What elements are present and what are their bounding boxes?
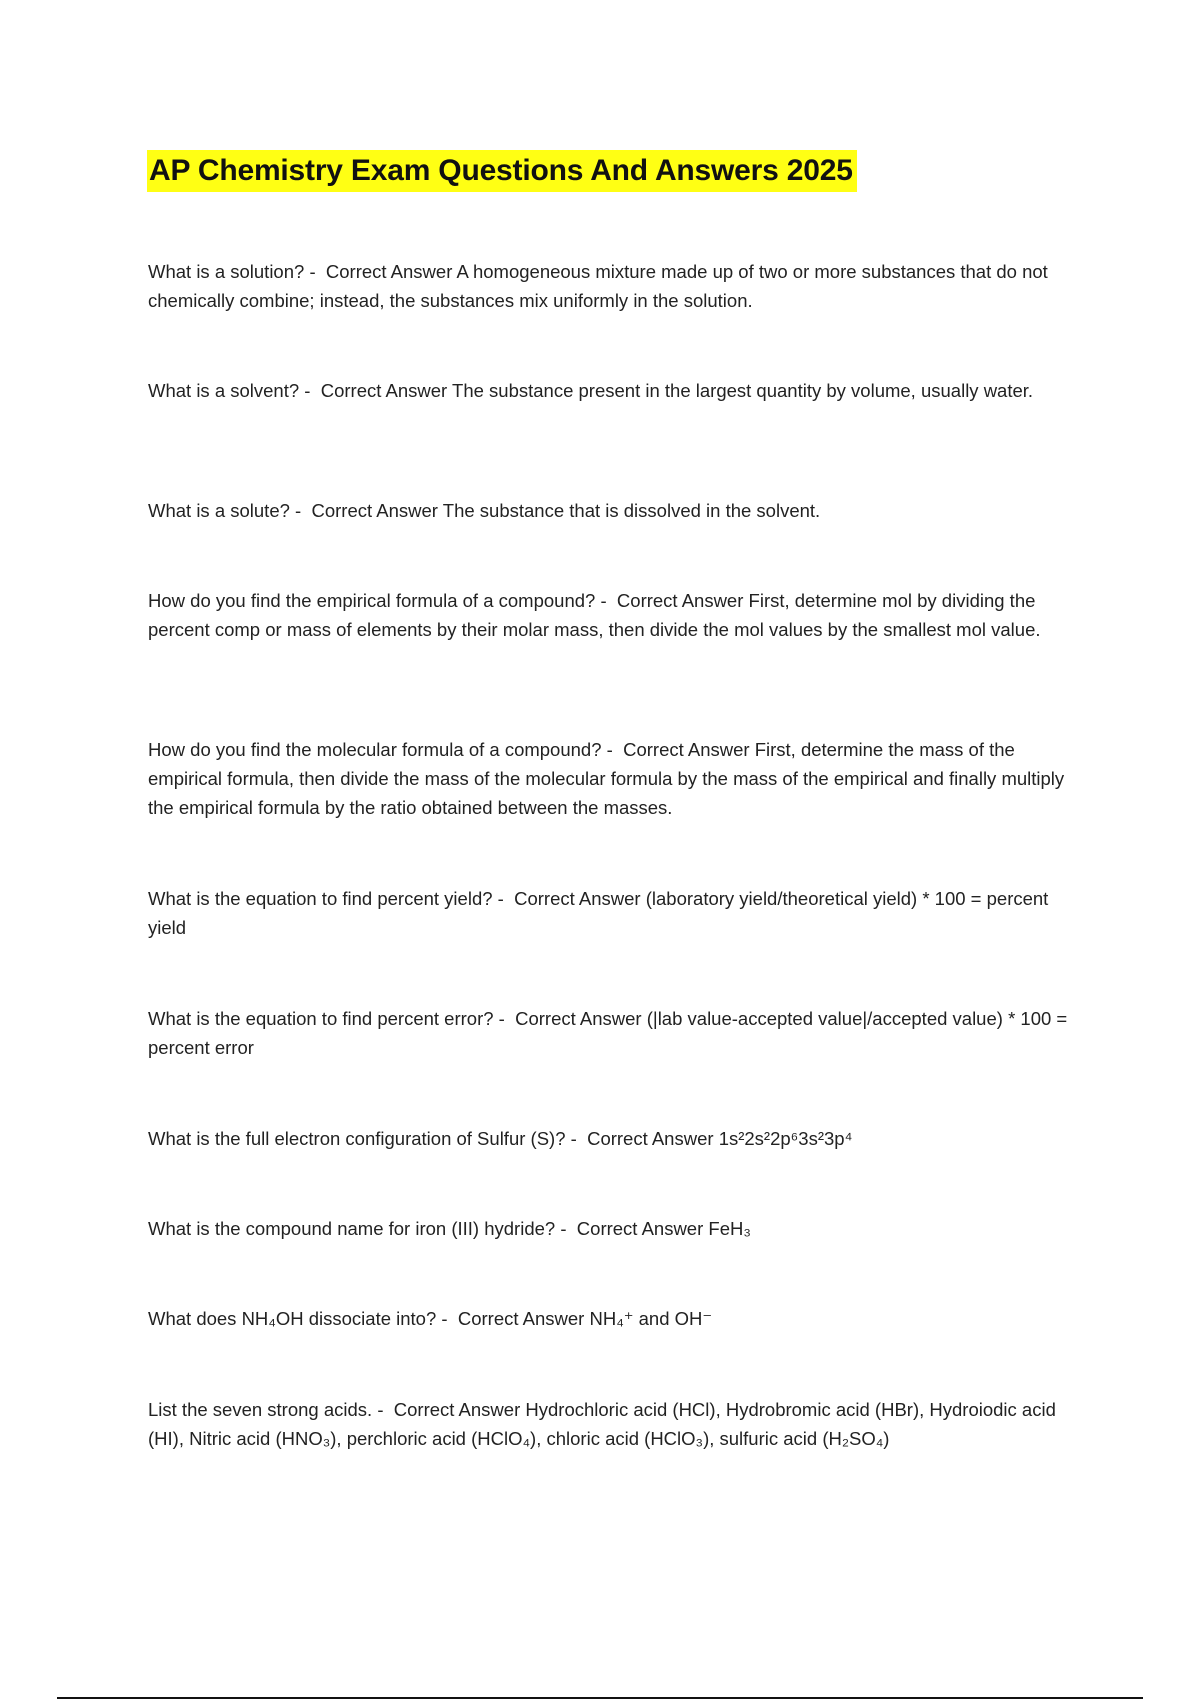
title-wrap	[147, 150, 857, 192]
answer-label: Correct Answer	[587, 1128, 714, 1149]
answer-label: Correct Answer	[320, 380, 448, 401]
qa-item	[148, 1214, 1083, 1243]
answer-label: Correct Answer	[393, 1399, 521, 1420]
separator: -	[565, 1128, 582, 1149]
separator: -	[299, 380, 316, 401]
question-text: What does NH₄OH dissociate into?	[148, 1308, 437, 1329]
qa-item	[148, 257, 1083, 315]
question-text: What is the full electron configuration of Sulfur (S)?	[148, 1128, 566, 1149]
answer-text: FeH₃	[708, 1218, 751, 1239]
separator: -	[289, 500, 307, 521]
answer-label: Correct Answer	[457, 1308, 585, 1329]
qa-item	[148, 1304, 1083, 1333]
answer-label: Correct Answer	[311, 500, 438, 521]
qa-item	[148, 1395, 1083, 1453]
separator: -	[304, 261, 321, 282]
question-text: How do you find the empirical formula of a compound?	[148, 590, 596, 611]
answer-text: First, determine mol by dividing the percent comp or mass of elements by their molar mass, then divide the mol values by the smallest mol value.	[148, 590, 1041, 640]
question-text: What is the equation to find percent error?	[148, 1008, 494, 1029]
answer-text: The substance present in the largest quantity by volume, usually water.	[452, 380, 1034, 401]
question-text: List the seven strong acids.	[148, 1399, 373, 1420]
question-text: What is the compound name for iron (III) hydride?	[148, 1218, 556, 1239]
question-text: What is a solvent?	[148, 380, 300, 401]
answer-label: Correct Answer	[515, 1008, 642, 1029]
answer-text: (laboratory yield/theoretical yield) * 100 = percent yield	[148, 888, 1049, 938]
question-text: What is a solute?	[148, 500, 290, 521]
footer-rule	[57, 1697, 1143, 1699]
answer-label: Correct Answer	[576, 1218, 704, 1239]
answer-text: (|lab value-accepted value|/accepted value) * 100 = percent error	[148, 1008, 1068, 1058]
page-title: AP Chemistry Exam Questions And Answers 2025	[147, 150, 857, 192]
separator: -	[601, 739, 618, 760]
qa-item	[148, 1004, 1083, 1062]
question-text: What is the equation to find percent yield?	[148, 888, 493, 909]
separator: -	[595, 590, 612, 611]
qa-item	[148, 884, 1083, 942]
answer-text: Hydrochloric acid (HCl), Hydrobromic acid (HBr), Hydroiodic acid (HI), Nitric acid (HNO₃), perchloric acid (HClO₄), chloric acid (HClO₃), sulfuric acid (H₂SO₄)	[148, 1399, 1056, 1449]
qa-item	[148, 376, 1083, 405]
qa-item	[148, 735, 1083, 822]
answer-text: The substance that is dissolved in the solvent.	[442, 500, 821, 521]
separator: -	[436, 1308, 453, 1329]
qa-item	[148, 496, 1083, 525]
qa-item	[148, 1124, 1083, 1153]
answer-text: 1s²2s²2p⁶3s²3p⁴	[718, 1128, 853, 1149]
answer-text: NH₄⁺ and OH⁻	[589, 1308, 713, 1329]
answer-label: Correct Answer	[325, 261, 453, 282]
answer-label: Correct Answer	[623, 739, 750, 760]
answer-label: Correct Answer	[514, 888, 641, 909]
separator: -	[493, 1008, 510, 1029]
separator: -	[372, 1399, 389, 1420]
separator: -	[492, 888, 509, 909]
qa-item	[148, 586, 1083, 644]
question-text: What is a solution?	[148, 261, 305, 282]
answer-text: A homogeneous mixture made up of two or more substances that do not chemically combine; instead, the substances mix uniformly in the solution.	[148, 261, 1048, 311]
separator: -	[555, 1218, 572, 1239]
answer-text: First, determine the mass of the empirical formula, then divide the mass of the molecular formula by the mass of the empirical and finally multiply the empirical formula by the ratio obtained between the masses.	[148, 739, 1065, 818]
question-text: How do you find the molecular formula of a compound?	[148, 739, 602, 760]
answer-label: Correct Answer	[616, 590, 744, 611]
